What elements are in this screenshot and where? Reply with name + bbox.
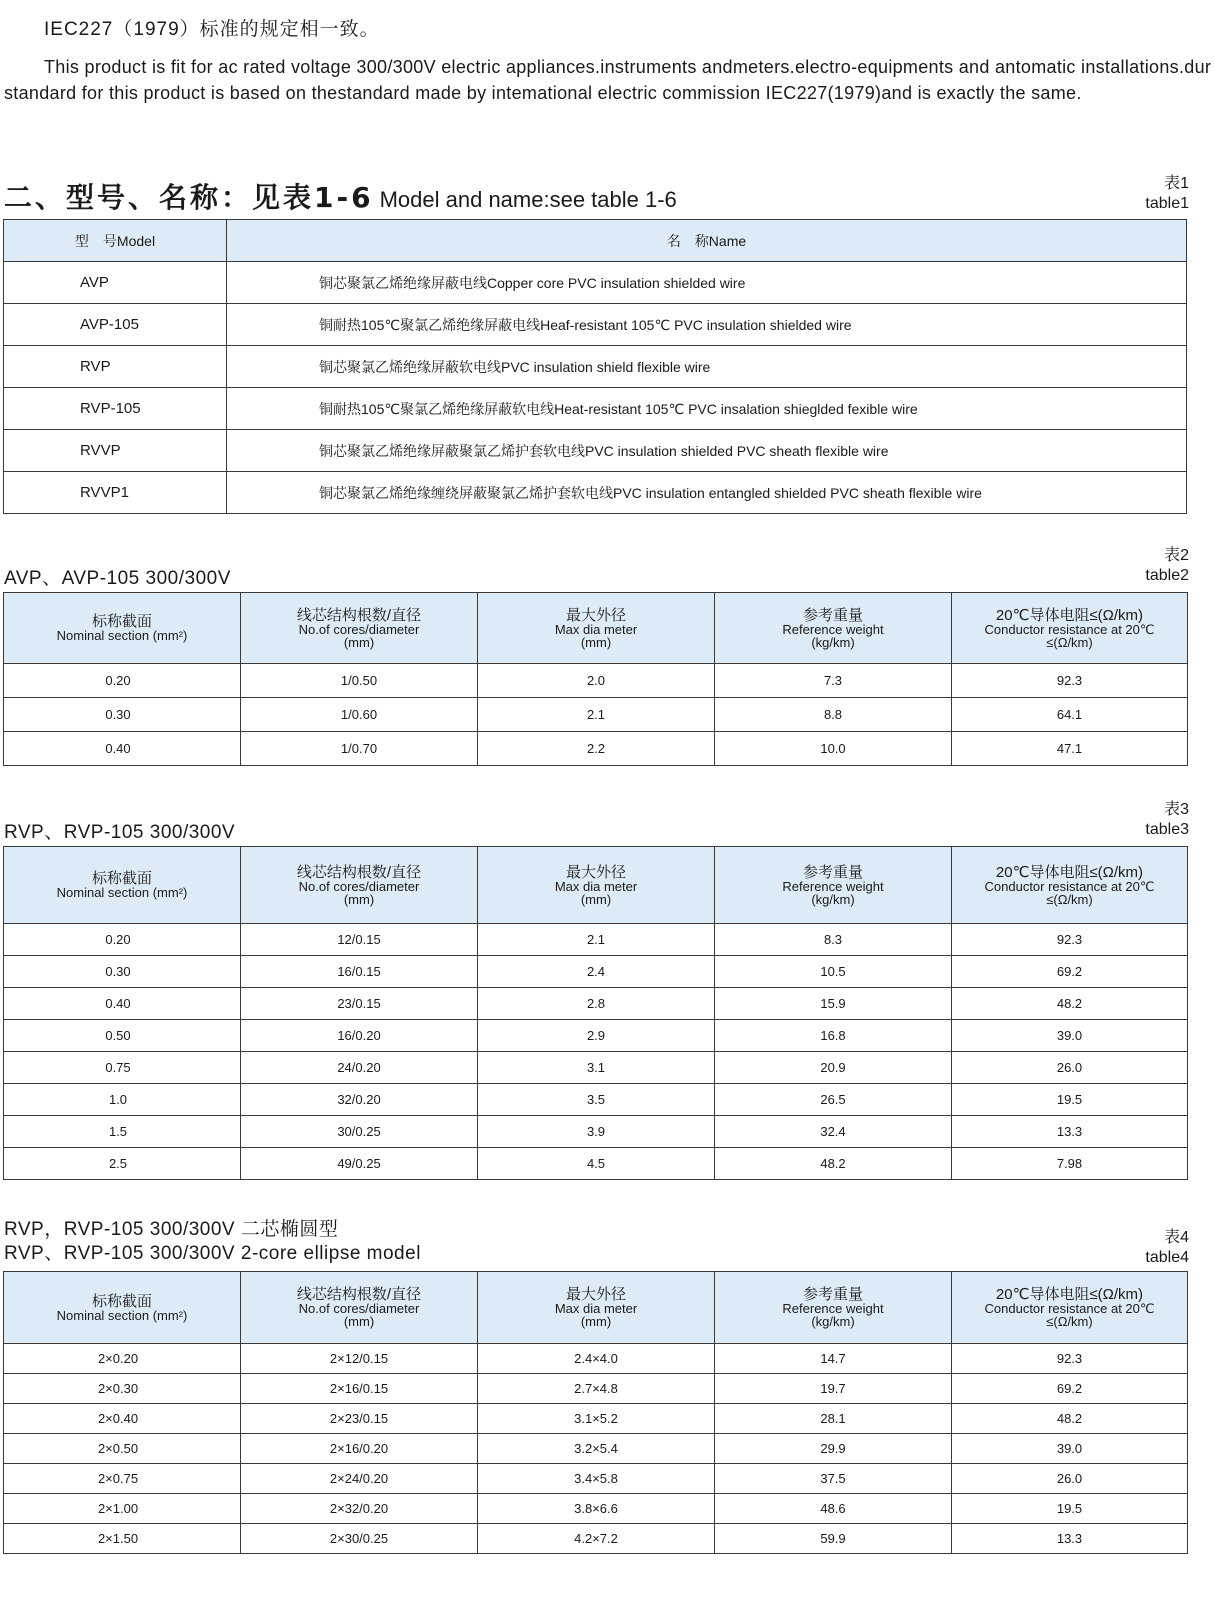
table3-header-row: [4, 847, 1188, 924]
table3-cell: 1.0: [4, 1084, 241, 1116]
table3-header-c3-cn: 最大外径: [565, 863, 626, 881]
table2-cell: 1/0.70: [241, 732, 478, 766]
table3-cell: 16.8: [715, 1020, 952, 1052]
table2-header-col-1: [4, 593, 241, 664]
table3-cell: 3.1: [478, 1052, 715, 1084]
table2-header-c4-cn: 参考重量: [802, 606, 863, 624]
table3-header-c4-en: Reference weight: [782, 878, 884, 894]
table3-cell: 2.9: [478, 1020, 715, 1052]
table2-header-col-5: [952, 593, 1188, 664]
table1-name-cell: 铜耐热105℃聚氯乙烯绝缘屏蔽软电线Heat-resistant 105℃ PVC insalation shieglded fexible wire: [227, 388, 1187, 430]
table3-cell: 0.20: [4, 924, 241, 956]
table3-header-c4-unit: (kg/km): [811, 891, 855, 907]
table3-cell: 26.5: [715, 1084, 952, 1116]
table4-cell: 28.1: [715, 1404, 952, 1434]
table1-row: [4, 430, 1187, 472]
table2-header-c4-en: Reference weight: [782, 621, 884, 637]
table4-header-row: [4, 1272, 1188, 1344]
table3-header-col-4: [715, 847, 952, 924]
table3-header-c2-unit: (mm): [343, 891, 375, 907]
table4-cell: 2×24/0.20: [241, 1464, 478, 1494]
table1-model-cell: RVVP: [4, 430, 227, 472]
table4-row: [4, 1434, 1188, 1464]
table2-header-c3-unit: (mm): [580, 634, 612, 650]
table4-cell: 2×0.50: [4, 1434, 241, 1464]
table3-cell: 16/0.20: [241, 1020, 478, 1052]
table4-header-c2-en: No.of cores/diameter: [298, 1301, 420, 1316]
table4-cell: 48.2: [952, 1404, 1188, 1434]
table3-header-col-5: [952, 847, 1188, 924]
table3-row: [4, 988, 1188, 1020]
table3-row: [4, 956, 1188, 988]
section1-title-en: Model and name:see table 1-6: [379, 187, 677, 212]
table4-cell: 69.2: [952, 1374, 1188, 1404]
table2-title: AVP、AVP-105 300/300V: [4, 568, 231, 589]
table4-row: [4, 1464, 1188, 1494]
table2-header-c1-cn: 标称截面: [91, 613, 152, 630]
table2-header-c3-cn: 最大外径: [565, 606, 626, 624]
table4-cell: 2.4×4.0: [478, 1344, 715, 1374]
table4-header-c1-cn: 标称截面: [91, 1292, 152, 1310]
table2-header-c2-unit: (mm): [343, 634, 375, 650]
table1-row: [4, 262, 1187, 304]
table4-header-c5-en: Conductor resistance at 20℃: [984, 1301, 1155, 1316]
table1-header-model: 型 号Model: [4, 220, 227, 262]
table3-cell: 0.30: [4, 956, 241, 988]
table4-specs: [3, 1271, 1188, 1554]
table4-cell: 2×23/0.15: [241, 1404, 478, 1434]
table4-cell: 2×0.20: [4, 1344, 241, 1374]
table2-row: [4, 732, 1188, 766]
table4-number-cn: 表4: [1164, 1229, 1189, 1246]
table1-row: [4, 346, 1187, 388]
table4-header-col-4: [715, 1272, 952, 1344]
table4-cell: 2×0.30: [4, 1374, 241, 1404]
table2-header-c5-cn: 20℃导体电阻≤(Ω/km): [995, 606, 1144, 624]
table4-cell: 14.7: [715, 1344, 952, 1374]
table3-header-c2-en: No.of cores/diameter: [298, 878, 420, 894]
table4-row: [4, 1524, 1188, 1554]
table2-header-c2-en: No.of cores/diameter: [298, 621, 420, 637]
table4-header-c2-cn: 线芯结构根数/直径: [296, 1286, 422, 1303]
table4-cell: 3.4×5.8: [478, 1464, 715, 1494]
table3-cell: 39.0: [952, 1020, 1188, 1052]
table2-cell: 92.3: [952, 664, 1188, 698]
table4-header-c1-en: Nominal section (mm²): [56, 1307, 188, 1323]
table3-cell: 2.5: [4, 1148, 241, 1180]
table4-cell: 3.2×5.4: [478, 1434, 715, 1464]
table3-header-c5-en: Conductor resistance at 20℃: [984, 878, 1155, 894]
table2-header-col-4: [715, 593, 952, 664]
table4-cell: 29.9: [715, 1434, 952, 1464]
table2-header-col-2: [241, 593, 478, 664]
table3-cell: 13.3: [952, 1116, 1188, 1148]
table3-cell: 2.1: [478, 924, 715, 956]
table1-name-cell: 铜芯聚氯乙烯绝缘屏蔽软电线PVC insulation shield flexible wire: [227, 346, 1187, 388]
table3-cell: 2.8: [478, 988, 715, 1020]
table4-cell: 2×0.75: [4, 1464, 241, 1494]
table3-cell: 49/0.25: [241, 1148, 478, 1180]
table4-cell: 4.2×7.2: [478, 1524, 715, 1554]
table4-cell: 48.6: [715, 1494, 952, 1524]
table4-header-col-1: [4, 1272, 241, 1344]
table4-header-c5-unit: ≤(Ω/km): [1046, 1314, 1093, 1329]
table2-header-row: [4, 593, 1188, 664]
table3-cell: 4.5: [478, 1148, 715, 1180]
table3-title: RVP、RVP-105 300/300V: [4, 822, 236, 843]
table4-cell: 2×30/0.25: [241, 1524, 478, 1554]
table4-header-col-3: [478, 1272, 715, 1344]
table3-cell: 26.0: [952, 1052, 1188, 1084]
table4-cell: 39.0: [952, 1434, 1188, 1464]
table3-cell: 8.3: [715, 924, 952, 956]
table3-row: [4, 1116, 1188, 1148]
intro-en-text: This product is fit for ac rated voltage 300/300V electric appliances.instruments andmeters.electro-equipments and antomatic installations.dur standard for this product is based on thestandard made by intemational electric commission IEC227(1979)and is exactly the same.: [4, 57, 1212, 103]
table4-number-en: table4: [1145, 1249, 1189, 1266]
table3-cell: 24/0.20: [241, 1052, 478, 1084]
table2-number-en: table2: [1145, 567, 1189, 584]
table4-header-c3-unit: (mm): [580, 1314, 612, 1329]
table4-cell: 19.5: [952, 1494, 1188, 1524]
table4-cell: 2×0.40: [4, 1404, 241, 1434]
table3-cell: 32.4: [715, 1116, 952, 1148]
table3-cell: 10.5: [715, 956, 952, 988]
table1-row: [4, 472, 1187, 514]
table4-header-c3-cn: 最大外径: [565, 1286, 626, 1303]
table4-header-c4-cn: 参考重量: [802, 1286, 863, 1303]
table3-header-c3-unit: (mm): [580, 891, 612, 907]
table2-cell: 2.2: [478, 732, 715, 766]
table3-number: [1145, 800, 1189, 840]
table3-cell: 69.2: [952, 956, 1188, 988]
table2-cell: 2.1: [478, 698, 715, 732]
table2-cell: 1/0.50: [241, 664, 478, 698]
table2-cell: 0.40: [4, 732, 241, 766]
table4-cell: 2×16/0.20: [241, 1434, 478, 1464]
table3-number-cn: 表3: [1164, 801, 1189, 818]
table2-cell: 47.1: [952, 732, 1188, 766]
table1-name-cell: 铜芯聚氯乙烯绝缘屏蔽电线Copper core PVC insulation shielded wire: [227, 262, 1187, 304]
table4-cell: 2×1.50: [4, 1524, 241, 1554]
table4-title-cn: RVP，RVP-105 300/300V 二芯椭圆型: [4, 1219, 339, 1240]
table1-row: [4, 388, 1187, 430]
table4-cell: 3.8×6.6: [478, 1494, 715, 1524]
table3-cell: 32/0.20: [241, 1084, 478, 1116]
table1-number: [1145, 174, 1189, 214]
section1-title: [4, 176, 677, 216]
table1-row: [4, 304, 1187, 346]
table3-header-c5-cn: 20℃导体电阻≤(Ω/km): [995, 863, 1144, 881]
table2-cell: 1/0.60: [241, 698, 478, 732]
table2-specs: [3, 592, 1188, 766]
table1-name-cell: 铜耐热105℃聚氯乙烯绝缘屏蔽电线Heaf-resistant 105℃ PVC insulation shielded wire: [227, 304, 1187, 346]
table3-cell: 48.2: [952, 988, 1188, 1020]
table3-cell: 3.5: [478, 1084, 715, 1116]
table3-row: [4, 1020, 1188, 1052]
table4-cell: 92.3: [952, 1344, 1188, 1374]
table3-cell: 16/0.15: [241, 956, 478, 988]
table3-cell: 0.75: [4, 1052, 241, 1084]
table4-cell: 2×1.00: [4, 1494, 241, 1524]
table3-cell: 20.9: [715, 1052, 952, 1084]
table2-cell: 2.0: [478, 664, 715, 698]
table2-header-c3-en: Max dia meter: [554, 621, 638, 637]
table4-cell: 26.0: [952, 1464, 1188, 1494]
table4-row: [4, 1344, 1188, 1374]
table4-header-col-5: [952, 1272, 1188, 1344]
table4-title-en: RVP、RVP-105 300/300V 2-core ellipse model: [4, 1243, 421, 1264]
table3-header-c4-cn: 参考重量: [802, 863, 863, 881]
table1-header-name: 名 称Name: [227, 220, 1187, 262]
table1-model-cell: RVP: [4, 346, 227, 388]
table4-header-c4-en: Reference weight: [782, 1301, 884, 1316]
table1-model-cell: RVVP1: [4, 472, 227, 514]
table4-cell: 37.5: [715, 1464, 952, 1494]
table2-header-c2-cn: 线芯结构根数/直径: [296, 606, 422, 624]
table4-header-c5-cn: 20℃导体电阻≤(Ω/km): [995, 1286, 1144, 1303]
table3-cell: 12/0.15: [241, 924, 478, 956]
table3-cell: 92.3: [952, 924, 1188, 956]
table3-row: [4, 924, 1188, 956]
table3-header-c5-unit: ≤(Ω/km): [1046, 891, 1093, 907]
table1-model-cell: AVP: [4, 262, 227, 304]
table3-cell: 15.9: [715, 988, 952, 1020]
table4-header-c3-en: Max dia meter: [554, 1301, 638, 1316]
table4-number: [1145, 1228, 1189, 1268]
table4-header-c2-unit: (mm): [343, 1314, 375, 1329]
table2-header-c1-en: Nominal section (mm²): [56, 628, 188, 643]
table2-cell: 64.1: [952, 698, 1188, 732]
table3-cell: 19.5: [952, 1084, 1188, 1116]
table3-cell: 1.5: [4, 1116, 241, 1148]
table3-cell: 0.40: [4, 988, 241, 1020]
section1-title-cn: 二、型号、名称：见表1-6: [4, 181, 374, 214]
table2-cell: 0.20: [4, 664, 241, 698]
table2-header-c4-unit: (kg/km): [811, 634, 855, 650]
table3-header-c2-cn: 线芯结构根数/直径: [296, 863, 422, 881]
table4-row: [4, 1404, 1188, 1434]
table3-cell: 7.98: [952, 1148, 1188, 1180]
table4-cell: 2.7×4.8: [478, 1374, 715, 1404]
table3-header-c1-en: Nominal section (mm²): [56, 885, 188, 900]
table4-cell: 2×16/0.15: [241, 1374, 478, 1404]
table4-row: [4, 1374, 1188, 1404]
table3-row: [4, 1148, 1188, 1180]
table1-model-cell: AVP-105: [4, 304, 227, 346]
table4-cell: 19.7: [715, 1374, 952, 1404]
table2-header-c5-en: Conductor resistance at 20℃: [984, 621, 1155, 637]
table4-row: [4, 1494, 1188, 1524]
table4-cell: 59.9: [715, 1524, 952, 1554]
table3-cell: 0.50: [4, 1020, 241, 1052]
table3-header-col-3: [478, 847, 715, 924]
table3-cell: 48.2: [715, 1148, 952, 1180]
table4-header-col-2: [241, 1272, 478, 1344]
table1-number-cn: 表1: [1164, 175, 1189, 192]
table1-model-name: [3, 219, 1187, 514]
table2-number-cn: 表2: [1164, 547, 1189, 564]
table3-number-en: table3: [1145, 821, 1189, 838]
intro-cn-text: IEC227（1979）标准的规定相一致。: [44, 19, 380, 40]
table3-row: [4, 1084, 1188, 1116]
table1-header-row: [4, 220, 1187, 262]
table3-cell: 23/0.15: [241, 988, 478, 1020]
table1-number-en: table1: [1145, 195, 1189, 212]
table2-header-c5-unit: ≤(Ω/km): [1046, 634, 1093, 650]
table4-header-c4-unit: (kg/km): [811, 1314, 855, 1329]
table2-row: [4, 698, 1188, 732]
table2-cell: 10.0: [715, 732, 952, 766]
table4-cell: 3.1×5.2: [478, 1404, 715, 1434]
table1-model-cell: RVP-105: [4, 388, 227, 430]
table1-name-cell: 铜芯聚氯乙烯绝缘缠绕屏蔽聚氯乙烯护套软电线PVC insulation entangled shielded PVC sheath flexible wire: [227, 472, 1187, 514]
table3-cell: 30/0.25: [241, 1116, 478, 1148]
table4-cell: 2×32/0.20: [241, 1494, 478, 1524]
table2-cell: 0.30: [4, 698, 241, 732]
table3-cell: 3.9: [478, 1116, 715, 1148]
table2-header-col-3: [478, 593, 715, 664]
table2-number: [1145, 546, 1189, 586]
table2-cell: 8.8: [715, 698, 952, 732]
table2-row: [4, 664, 1188, 698]
table3-header-col-2: [241, 847, 478, 924]
table4-cell: 2×12/0.15: [241, 1344, 478, 1374]
table3-cell: 2.4: [478, 956, 715, 988]
table3-header-col-1: [4, 847, 241, 924]
table4-cell: 13.3: [952, 1524, 1188, 1554]
table1-name-cell: 铜芯聚氯乙烯绝缘屏蔽聚氯乙烯护套软电线PVC insulation shielded PVC sheath flexible wire: [227, 430, 1187, 472]
table2-cell: 7.3: [715, 664, 952, 698]
table3-header-c1-cn: 标称截面: [91, 870, 152, 887]
table3-specs: [3, 846, 1188, 1180]
table3-row: [4, 1052, 1188, 1084]
table3-header-c3-en: Max dia meter: [554, 878, 638, 894]
